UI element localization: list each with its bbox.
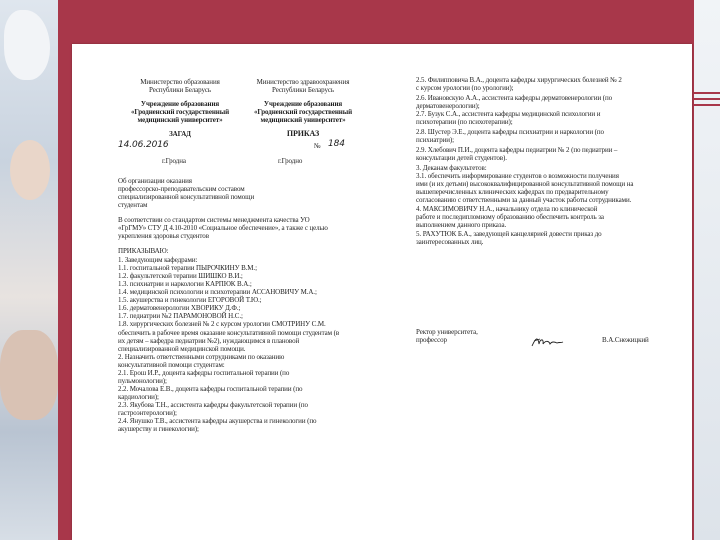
org-left-line3: медицинский университет» xyxy=(137,116,223,124)
left-column-line: 2.1. Ерош И.Р., доцента кафедры госпитальной терапии (по xyxy=(118,369,290,377)
signatory-role-line1: Ректор университета, xyxy=(416,328,478,336)
right-column-line: вышеперечисленных клинических кафедрах по предварительному xyxy=(416,188,609,196)
ministry-health-line1: Министерство здравоохранения xyxy=(256,78,350,86)
left-column-line: студентам xyxy=(118,201,148,209)
order-number-prefix: № xyxy=(314,142,321,150)
left-column-line: 1.3. психиатрии и наркологии КАРПЮК В.А.; xyxy=(118,280,252,288)
left-column-line: В соответствии со стандартом системы менеджмента качества УО xyxy=(118,216,310,224)
org-left-line1: Учреждение образования xyxy=(140,100,220,108)
left-column-line: укрепления здоровья студентов xyxy=(118,232,209,240)
left-column-line: 1.1. госпитальной терапии ПЫРОЧКИНУ В.М.; xyxy=(118,264,257,272)
right-column-line: ими (и их детьми) высококвалифицированной консультативной помощи на xyxy=(416,180,634,188)
left-column-line: 1.6. дерматовенерологии ХВОРИКУ Д.Ф.; xyxy=(118,304,241,312)
left-column-line: обеспечить в рабочее время оказание консультативной помощи студентам (в xyxy=(118,329,340,337)
right-column-line: 3. Деканам факультетов: xyxy=(416,164,487,172)
right-column-line: психиатрии); xyxy=(416,136,454,144)
left-column-line: 1. Заведующим кафедрами: xyxy=(118,256,198,264)
left-column-line: 2. Назначить ответственными сотрудниками по оказанию xyxy=(118,353,285,361)
left-column-line: акушерству и гинекологии); xyxy=(118,425,199,433)
left-column-line: ПРИКАЗЫВАЮ: xyxy=(118,247,169,255)
ministry-edu-line1: Министерство образования xyxy=(140,78,220,86)
left-column-line: специализированной медицинской помощи. xyxy=(118,345,246,353)
left-column-line: Об организации оказания xyxy=(118,177,192,185)
right-column-line: 2.7. Бузук С.А., ассистента кафедры медицинской психологии и xyxy=(416,110,601,118)
right-column-line: психотерапии (по психотерапии); xyxy=(416,118,513,126)
right-column-line: выполнением данного приказа. xyxy=(416,221,507,229)
org-right-line1: Учреждение образования xyxy=(263,100,343,108)
right-column-line: 5. РАХУТЮК Б.А., заведующей канцелярией довести приказ до xyxy=(416,230,602,238)
left-column-line: специализированной консультативной помощи xyxy=(118,193,255,201)
org-right-line2: «Гродненский государственный xyxy=(253,108,353,116)
right-column-line: 3.1. обеспечить информирование студентов о возможности получения xyxy=(416,172,619,180)
left-column-line: консультативной помощи студентам: xyxy=(118,361,225,369)
order-date: 14.06.2016 xyxy=(118,140,169,150)
city-left: г.Гродна xyxy=(162,157,186,165)
left-column-line: 1.7. педиатрии №2 ПАРАМОНОВОЙ Н.С.; xyxy=(118,312,243,320)
left-column-line: 1.8. хирургических болезней № 2 с курсом урологии СМОТРИНУ С.М. xyxy=(118,320,326,328)
right-column-line: с курсом урологии (по урологии); xyxy=(416,84,514,92)
left-column-line: профессорско-преподавательским составом xyxy=(118,185,245,193)
org-left-line2: «Гродненский государственный xyxy=(130,108,230,116)
right-column-line: консультации детей студентов). xyxy=(416,154,507,162)
left-column-line: 1.5. акушерства и гинекологии ЕГОРОВОЙ Т.Ю.; xyxy=(118,296,262,304)
right-column-line: 2.6. Ивановскую А.А., ассистента кафедры дерматовенерологии (по xyxy=(416,94,613,102)
signatory-role-line2: профессор xyxy=(416,336,447,344)
city-right: г.Гродно xyxy=(278,157,303,165)
ministry-health-line2: Республики Беларусь xyxy=(272,86,334,94)
left-column-line: 2.3. Якубова Т.Н., ассистента кафедры факультетской терапии (по xyxy=(118,401,308,409)
left-column-line: гастроэнтерологии); xyxy=(118,409,177,417)
ministry-edu-line2: Республики Беларусь xyxy=(149,86,211,94)
left-column-line: 1.2. факультетской терапии ШИШКО В.И.; xyxy=(118,272,243,280)
right-column-line: 2.5. Филипповича В.А., доцента кафедры хирургических болезней № 2 xyxy=(416,76,622,84)
doc-type-right: ПРИКАЗ xyxy=(286,129,320,138)
left-column-line: кардиологии); xyxy=(118,393,159,401)
right-column-line: согласованию с ответственными за данный участок работы сотрудниками. xyxy=(416,196,632,204)
handwritten-signature xyxy=(530,335,564,349)
photo-strip-right xyxy=(694,0,720,540)
right-column-line: 2.8. Шустер Э.Е., доцента кафедры психиатрии и наркологии (по xyxy=(416,128,604,136)
left-column-line: их детям – кафедра педиатрии №2), нуждающимся в плановой xyxy=(118,337,300,345)
left-column-line: 2.4. Янушко Т.В., ассистента кафедры акушерства и гинекологии (по xyxy=(118,417,317,425)
photo-strip-left xyxy=(0,0,58,540)
right-column-line: работе и последипломному образованию обеспечить контроль за xyxy=(416,213,604,221)
left-column-line: 2.2. Мочалова Е.В., доцента кафедры госпитальной терапии (по xyxy=(118,385,303,393)
right-column-line: 2.9. Хлебович П.И., доцента кафедры педиатрии № 2 (по педиатрии – xyxy=(416,146,618,154)
document-page xyxy=(72,44,692,540)
right-column-line: дерматовенерологии); xyxy=(416,102,480,110)
doc-type-left: ЗАГАД xyxy=(169,130,191,138)
signatory-name: В.А.Снежицкий xyxy=(602,336,649,344)
org-right-line3: медицинский университет» xyxy=(260,116,346,124)
left-column-line: «ГрГМУ» СТУ Д 4.10-2010 «Социальное обеспечение», а также с целью xyxy=(118,224,328,232)
order-number: 184 xyxy=(328,139,345,149)
right-column-line: заинтересованных лиц. xyxy=(416,238,484,246)
left-column-line: 1.4. медицинской психологии и психотерапии АССАНОВИЧУ М.А.; xyxy=(118,288,317,296)
right-column-line: 4. МАКСИМОВИЧУ Н.А., начальнику отдела по клинической xyxy=(416,205,598,213)
left-column-line: пульмонологии); xyxy=(118,377,167,385)
